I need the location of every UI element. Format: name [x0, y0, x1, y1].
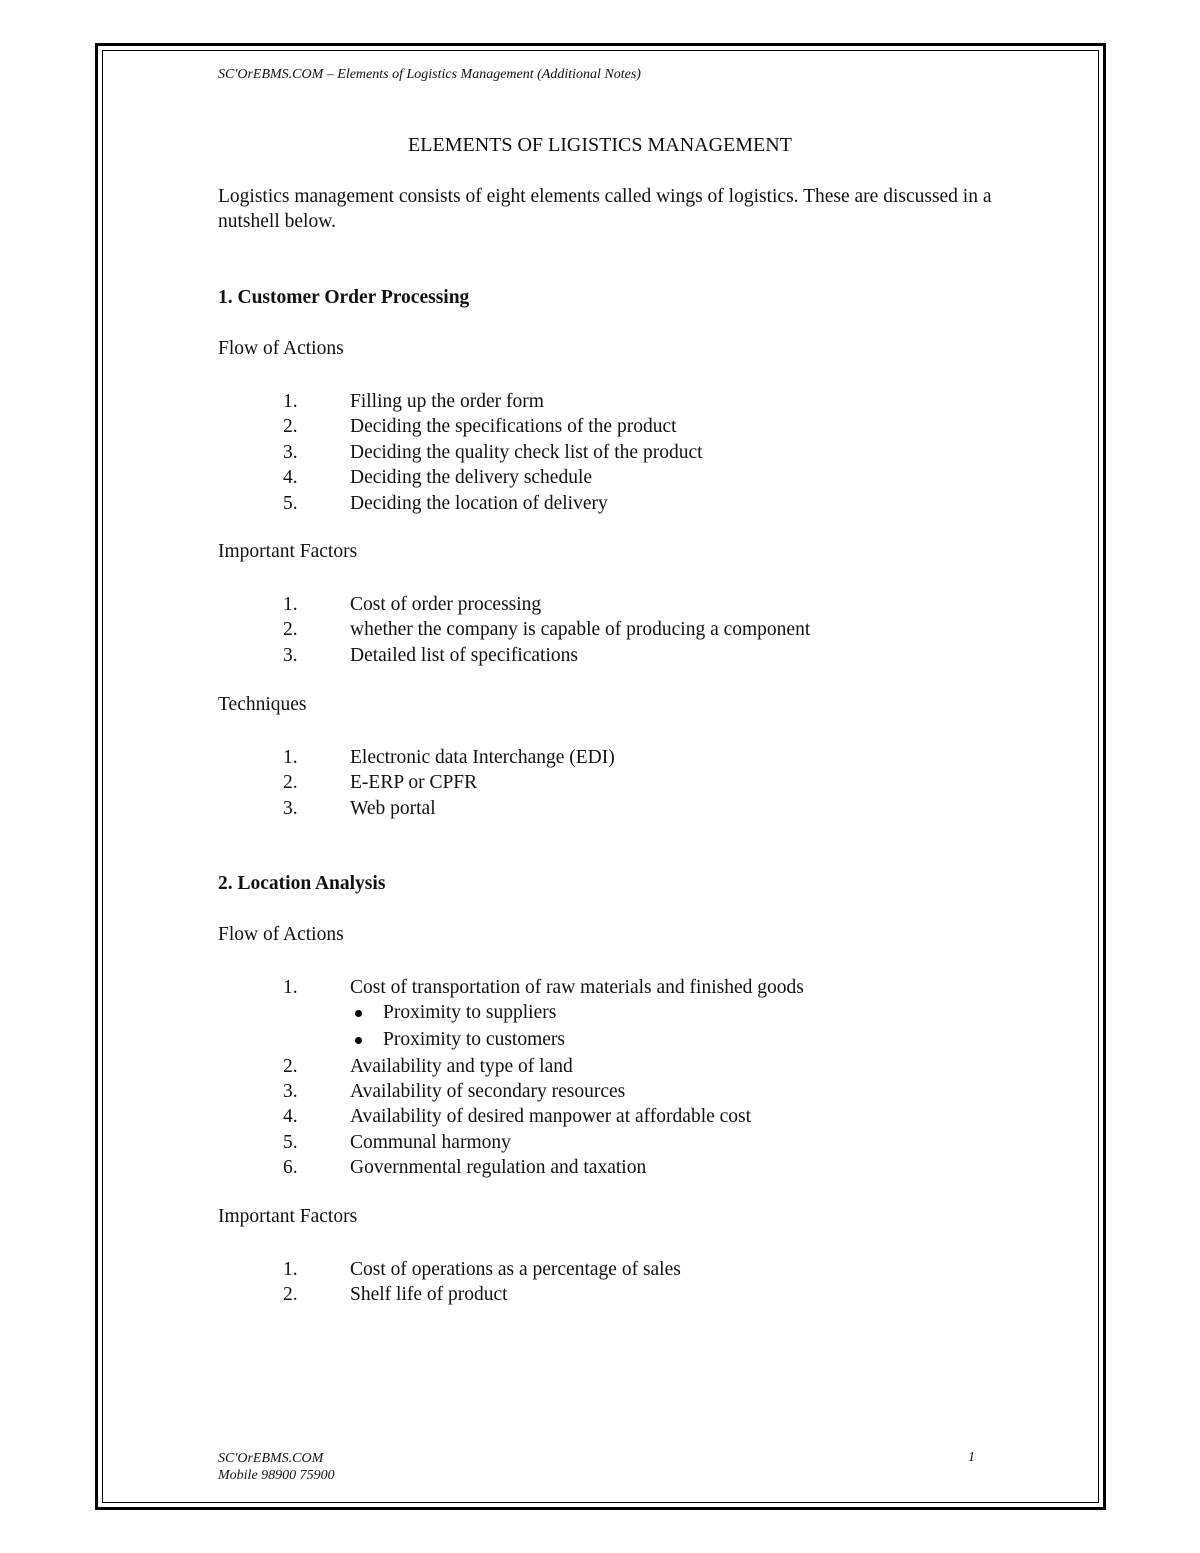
- list-item-text: whether the company is capable of producing a component: [350, 619, 811, 641]
- document-title: ELEMENTS OF LIGISTICS MANAGEMENT: [408, 134, 792, 156]
- list-item-number: 1.: [283, 594, 298, 615]
- running-header: SC'OrEBMS.COM – Elements of Logistics Management (Additional Notes): [218, 67, 641, 82]
- list-item-number: 3.: [283, 1080, 298, 1102]
- list-item-text: Availability of desired manpower at affordable cost: [350, 1106, 752, 1128]
- list-item-text: Communal harmony: [350, 1131, 511, 1153]
- list-item-number: 2.: [283, 772, 298, 794]
- list-item-text: Availability and type of land: [350, 1055, 573, 1077]
- list-item-text: E-ERP or CPFR: [350, 772, 478, 794]
- bullet-text: Proximity to suppliers: [383, 1002, 557, 1024]
- list-item-number: 6.: [283, 1157, 298, 1179]
- subheading-flow-of-actions: Flow of Actions: [218, 924, 344, 945]
- list-item-number: 3.: [283, 797, 298, 819]
- list-item-text: Electronic data Interchange (EDI): [350, 747, 615, 768]
- list-item-text: Deciding the location of delivery: [350, 492, 608, 514]
- list-item-text: Cost of order processing: [350, 594, 542, 615]
- list-item-text: Web portal: [350, 797, 436, 819]
- list-item-text: Cost of operations as a percentage of sales: [350, 1259, 681, 1280]
- list-item-text: Detailed list of specifications: [350, 644, 578, 666]
- list-item-number: 2.: [283, 1284, 298, 1306]
- list-item-number: 2.: [283, 619, 298, 641]
- list-item-text: Deciding the delivery schedule: [350, 467, 593, 489]
- list-item-number: 2.: [283, 416, 298, 438]
- page-border-inner: [102, 50, 1099, 1503]
- list-item-text: Cost of transportation of raw materials and finished goods: [350, 977, 804, 998]
- list-item-text: Governmental regulation and taxation: [350, 1157, 647, 1179]
- intro-paragraph: Logistics management consists of eight elements called wings of logistics. These are discussed in a nutshell below.: [218, 186, 992, 232]
- footer-site: SC'OrEBMS.COM: [218, 1451, 324, 1466]
- list-item-number: 4.: [283, 467, 298, 489]
- list-item-number: 1.: [283, 747, 298, 768]
- page-footer: [218, 1450, 335, 1484]
- list-item-number: 4.: [283, 1106, 298, 1128]
- list-item-number: 3.: [283, 441, 298, 463]
- bullet-dot-icon: [355, 1037, 362, 1044]
- list-item-number: 5.: [283, 1131, 298, 1153]
- list-item-number: 3.: [283, 644, 298, 666]
- list-item-number: 2.: [283, 1055, 298, 1077]
- subheading-flow-of-actions: Flow of Actions: [218, 338, 344, 359]
- list-item-text: Shelf life of product: [350, 1284, 508, 1306]
- list-item-number: 5.: [283, 492, 298, 514]
- subheading-techniques: Techniques: [218, 694, 307, 715]
- subheading-important-factors: Important Factors: [218, 1206, 358, 1227]
- section-heading-customer-order-processing: 1. Customer Order Processing: [218, 287, 470, 308]
- list-item-text: Filling up the order form: [350, 391, 544, 412]
- list-item-number: 1.: [283, 977, 298, 998]
- list-item-text: Deciding the quality check list of the product: [350, 441, 703, 463]
- bullet-text: Proximity to customers: [383, 1028, 565, 1050]
- list-item-text: Availability of secondary resources: [350, 1080, 626, 1102]
- list-item-number: 1.: [283, 391, 298, 412]
- footer-mobile: Mobile 98900 75900: [218, 1468, 335, 1483]
- page-number: 1: [968, 1450, 975, 1465]
- subheading-important-factors: Important Factors: [218, 541, 358, 562]
- list-item-text: Deciding the specifications of the product: [350, 416, 677, 438]
- list-item-number: 1.: [283, 1259, 298, 1280]
- section-heading-location-analysis: 2. Location Analysis: [218, 873, 386, 894]
